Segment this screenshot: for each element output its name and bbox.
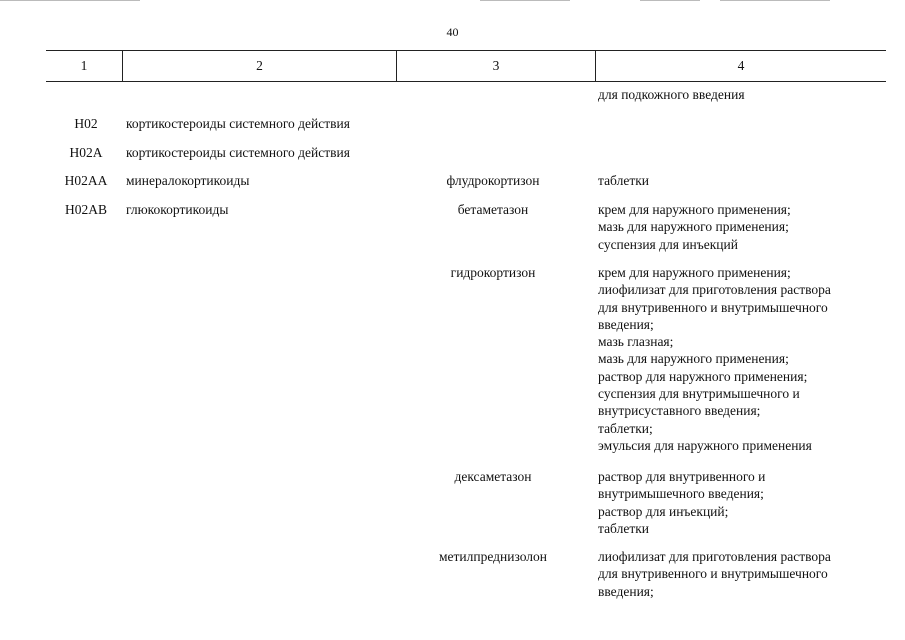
dosage-form-line: таблетки [598,520,650,536]
drug-name: дексаметазон [454,469,532,484]
dosage-form-line: мазь для наружного применения; [598,351,789,367]
atc-code: H02 [74,116,98,131]
atc-code: H02A [69,145,103,160]
header-cell-3: 3 [492,58,500,73]
dosage-forms [598,201,791,253]
drug-name: бетаметазон [457,202,529,217]
dosage-form-line: лиофилизат для приготовления раствора [598,282,831,298]
atc-code: H02AB [64,202,107,217]
dosage-form-line: введения; [598,583,654,599]
atc-group-name: кортикостероиды системного действия [126,145,350,160]
dosage-form-line: лиофилизат для приготовления раствора [598,549,831,564]
dosage-form-line: крем для наружного применения; [598,265,791,280]
atc-group-name: глюкокортикоиды [126,202,229,217]
dosage-form-line: внутрисуставного введения; [598,403,761,419]
page-number: 40 [446,25,459,39]
atc-group-name: кортикостероиды системного действия [126,116,350,131]
dosage-form-line: суспензия для внутримышечного и [598,386,800,402]
drug-name: метилпреднизолон [438,549,548,564]
dosage-form-line: внутримышечного введения; [598,486,764,502]
table-header-row [46,50,886,82]
dosage-form-line: эмульсия для наружного применения [598,437,812,453]
scan-top-edge-line [0,0,140,1]
dosage-forms [598,468,765,537]
dosage-form-line: раствор для внутривенного и [598,469,766,484]
dosage-form-line: раствор для наружного применения; [598,368,808,384]
dosage-form-line: мазь для наружного применения; [598,219,789,235]
dosage-form-line: крем для наружного применения; [598,202,791,217]
header-cell-1: 1 [80,58,88,73]
dosage-form-line: введения; [598,316,654,332]
dosage-form-line: таблетки [598,173,650,188]
scan-top-edge-line [480,0,570,1]
drug-name: флудрокортизон [446,173,540,188]
dosage-form-line: для внутривенного и внутримышечного [598,566,828,582]
continuation-text: для подкожного введения [598,87,745,102]
header-cell-2: 2 [256,58,263,73]
dosage-form-line: раствор для инъекций; [598,503,729,519]
header-cell-4: 4 [737,58,745,73]
atc-code: H02AA [64,173,108,188]
dosage-form-line: таблетки; [598,420,653,436]
dosage-forms [598,172,649,189]
dosage-form-line: суспензия для инъекций [598,236,738,252]
scan-top-edge-line [720,0,830,1]
dosage-forms [598,548,831,600]
drug-name: гидрокортизон [450,265,536,280]
dosage-forms [598,264,831,454]
dosage-form-line: для внутривенного и внутримышечного [598,299,828,315]
scan-top-edge-line [640,0,700,1]
dosage-form-line: мазь глазная; [598,334,674,350]
atc-group-name: минералокортикоиды [126,173,250,188]
